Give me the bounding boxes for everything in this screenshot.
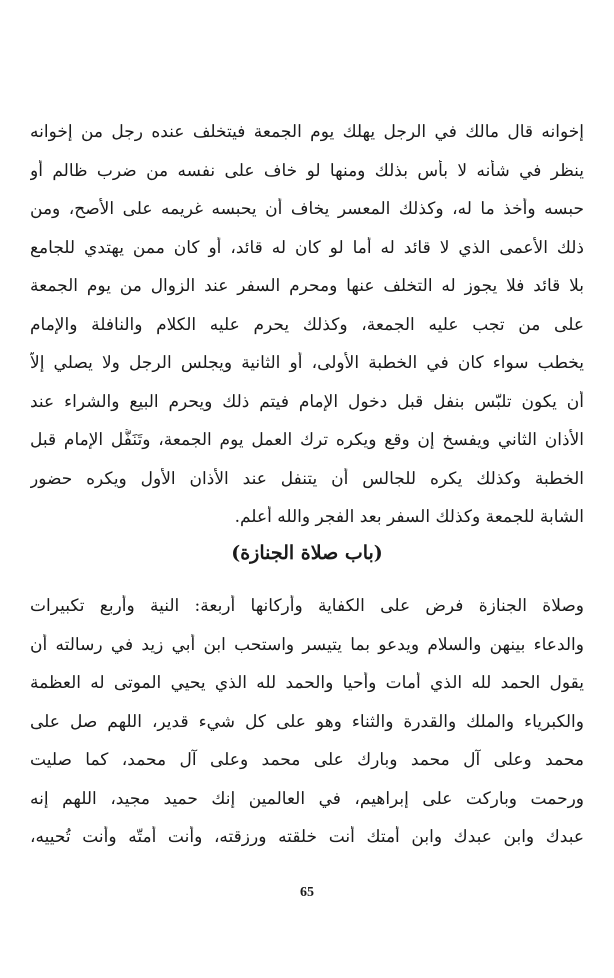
text-line: بلا قائد فلا يجوز له التخلف عنها ومحرم السفر عند الزوال من يوم الجمعة	[30, 276, 584, 296]
paragraph-friday-prayer	[30, 121, 584, 545]
text-line: ورحمت وباركت على إبراهيم، في العالمين إنك حميد مجيد، اللهم إنه	[30, 788, 584, 809]
text-line: الخطبة وكذلك يكره للجالس أن يتنفل عند الأذان الأول ويكره حضور	[30, 468, 584, 489]
paragraph-funeral-prayer	[30, 595, 584, 865]
text-line: أن يكون تلبّس بنفل قبل دخول الإمام فيتم ذلك ويحرم البيع والشراء عند	[30, 391, 584, 412]
text-line: عبدك وابن عبدك وابن أمتك أنت خلقته ورزقته، وأنت أمتّه وأنت تُحييه،	[30, 827, 584, 847]
text-line: والدعاء بينهن والسلام ويدعو بما يتيسر واستحب ابن أبي زيد في رسالته أن	[30, 634, 584, 655]
page-number: 65	[300, 885, 314, 900]
text-line: ذلك الأعمى الذي لا قائد له أما لو كان له قائد، أو كان ممن يهتدي للجامع	[30, 237, 584, 258]
text-line: يخطب سواء كان في الخطبة الأولى، أو الثانية ويجلس الرجل ولا يصلي إلاّ	[30, 353, 584, 373]
text-line: الشابة للجمعة وكذلك السفر بعد الفجر والله أعلم.	[234, 507, 584, 527]
text-line: إخوانه قال مالك في الرجل يهلك يوم الجمعة فيتخلف عنده رجل من إخوانه	[30, 122, 584, 142]
text-line: على من تجب عليه الجمعة، وكذلك يحرم عليه الكلام والنافلة والإمام	[30, 314, 584, 335]
text-line: وصلاة الجنازة فرض على الكفاية وأركانها أربعة: النية وأربع تكبيرات	[30, 596, 584, 616]
text-line: الأذان الثاني ويفسخ إن وقع ويكره ترك العمل يوم الجمعة، وتَنَفُّل الإمام قبل	[30, 430, 584, 450]
text-line: محمد وعلى آل محمد وبارك على محمد وعلى آل محمد، كما صليت	[30, 750, 584, 770]
text-line: ينظر في شأنه لا بأس بذلك ومنها لو خاف على نفسه من ضرب ظالم أو	[30, 160, 584, 181]
text-line: يقول الحمد لله الذي أمات وأحيا والحمد لله الذي يحيي الموتى له العظمة	[30, 673, 584, 693]
text-line: حبسه وأخذ ما له، وكذلك المعسر يخاف أن يحبسه غريمه على الأصح، ومن	[30, 199, 584, 219]
text-line: والكبرياء والملك والقدرة والثناء وهو على كل شيء قدير، اللهم صل على	[30, 711, 584, 732]
section-heading: (باب صلاة الجنازة)	[231, 542, 383, 564]
